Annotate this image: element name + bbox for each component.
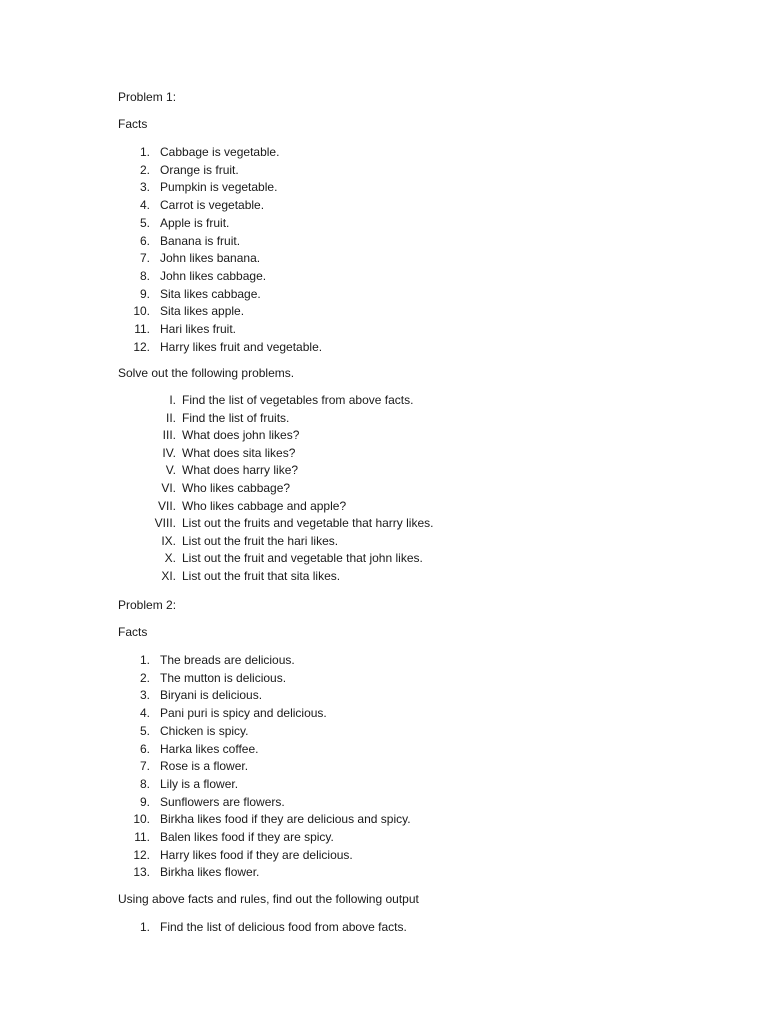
fact-item-number: 9. xyxy=(139,287,150,301)
question-item-text: List out the fruit that sita likes. xyxy=(182,569,341,583)
fact-item-number: 2. xyxy=(139,163,150,177)
fact-item-number: 6. xyxy=(139,234,150,248)
fact-item-text: Apple is fruit. xyxy=(160,216,230,230)
fact-item-number: 12. xyxy=(133,848,150,862)
problem-1-facts-heading: Facts xyxy=(118,117,148,131)
fact-item-text: Balen likes food if they are spicy. xyxy=(160,830,334,844)
fact-item-number: 11. xyxy=(134,322,150,336)
fact-item-text: Hari likes fruit. xyxy=(160,322,237,336)
fact-item-number: 4. xyxy=(139,198,150,212)
fact-item-text: Sunflowers are flowers. xyxy=(160,795,285,809)
fact-item-text: The mutton is delicious. xyxy=(160,671,287,685)
question-item-text: Find the list of vegetables from above facts. xyxy=(182,393,414,407)
question-item-text: List out the fruits and vegetable that harry likes. xyxy=(182,516,434,530)
fact-item-number: 8. xyxy=(139,777,150,791)
fact-item-number: 1. xyxy=(139,653,150,667)
question-item-number: II. xyxy=(165,411,176,425)
fact-item-number: 8. xyxy=(139,269,150,283)
fact-item-number: 5. xyxy=(139,216,150,230)
fact-item-text: Pumpkin is vegetable. xyxy=(160,180,278,194)
fact-item-number: 3. xyxy=(139,688,150,702)
fact-item-text: Rose is a flower. xyxy=(160,759,249,773)
fact-item-number: 6. xyxy=(139,742,150,756)
fact-item-text: Sita likes cabbage. xyxy=(160,287,261,301)
fact-item-text: Birkha likes food if they are delicious and spicy. xyxy=(160,812,411,826)
fact-item-text: Pani puri is spicy and delicious. xyxy=(160,706,327,720)
fact-item-text: Cabbage is vegetable. xyxy=(160,145,280,159)
fact-item-number: 2. xyxy=(139,671,150,685)
question-item-number: VI. xyxy=(161,481,176,495)
fact-item-text: Harry likes fruit and vegetable. xyxy=(160,340,323,354)
fact-item-text: The breads are delicious. xyxy=(160,653,295,667)
fact-item-text: Birkha likes flower. xyxy=(160,865,260,879)
fact-item-number: 13. xyxy=(133,865,150,879)
fact-item-text: John likes banana. xyxy=(160,251,261,265)
fact-item-text: Sita likes apple. xyxy=(160,304,245,318)
question-item-number: VIII. xyxy=(154,516,176,530)
question-item-text: Who likes cabbage and apple? xyxy=(182,499,347,513)
question-item-number: XI. xyxy=(161,569,176,583)
question-item-number: 1. xyxy=(139,920,150,934)
question-item-number: IX. xyxy=(161,534,176,548)
problem-1-title: Problem 1: xyxy=(118,90,177,104)
problem-2-facts-heading: Facts xyxy=(118,625,148,639)
question-item-number: I. xyxy=(169,393,176,407)
question-item-text: Find the list of fruits. xyxy=(182,411,290,425)
question-item-text: Who likes cabbage? xyxy=(182,481,291,495)
fact-item-number: 5. xyxy=(139,724,150,738)
fact-item-text: Harka likes coffee. xyxy=(160,742,259,756)
question-item-number: IV. xyxy=(162,446,176,460)
question-item-number: V. xyxy=(165,463,176,477)
fact-item-number: 3. xyxy=(139,180,150,194)
fact-item-number: 4. xyxy=(139,706,150,720)
fact-item-number: 9. xyxy=(139,795,150,809)
fact-item-number: 11. xyxy=(134,830,150,844)
fact-item-number: 1. xyxy=(139,145,150,159)
question-item-text: What does sita likes? xyxy=(182,446,296,460)
question-item-text: What does harry like? xyxy=(182,463,299,477)
question-item-number: VII. xyxy=(157,499,176,513)
fact-item-number: 10. xyxy=(133,812,150,826)
question-item-number: X. xyxy=(164,551,176,565)
problem-2-prompt: Using above facts and rules, find out the following output xyxy=(118,892,419,906)
question-item-text: List out the fruit and vegetable that john likes. xyxy=(182,551,423,565)
fact-item-text: Orange is fruit. xyxy=(160,163,239,177)
fact-item-number: 7. xyxy=(139,759,150,773)
problem-2-title: Problem 2: xyxy=(118,598,177,612)
fact-item-text: Harry likes food if they are delicious. xyxy=(160,848,353,862)
question-item-text: List out the fruit the hari likes. xyxy=(182,534,339,548)
fact-item-text: Lily is a flower. xyxy=(160,777,239,791)
fact-item-text: Chicken is spicy. xyxy=(160,724,249,738)
fact-item-number: 7. xyxy=(139,251,150,265)
fact-item-text: John likes cabbage. xyxy=(160,269,267,283)
question-item-number: III. xyxy=(162,428,176,442)
fact-item-text: Banana is fruit. xyxy=(160,234,241,248)
fact-item-number: 12. xyxy=(133,340,150,354)
problem-1-prompt: Solve out the following problems. xyxy=(118,366,295,380)
question-item-text: Find the list of delicious food from above facts. xyxy=(160,920,407,934)
question-item-text: What does john likes? xyxy=(182,428,300,442)
fact-item-text: Biryani is delicious. xyxy=(160,688,263,702)
fact-item-number: 10. xyxy=(133,304,150,318)
fact-item-text: Carrot is vegetable. xyxy=(160,198,265,212)
